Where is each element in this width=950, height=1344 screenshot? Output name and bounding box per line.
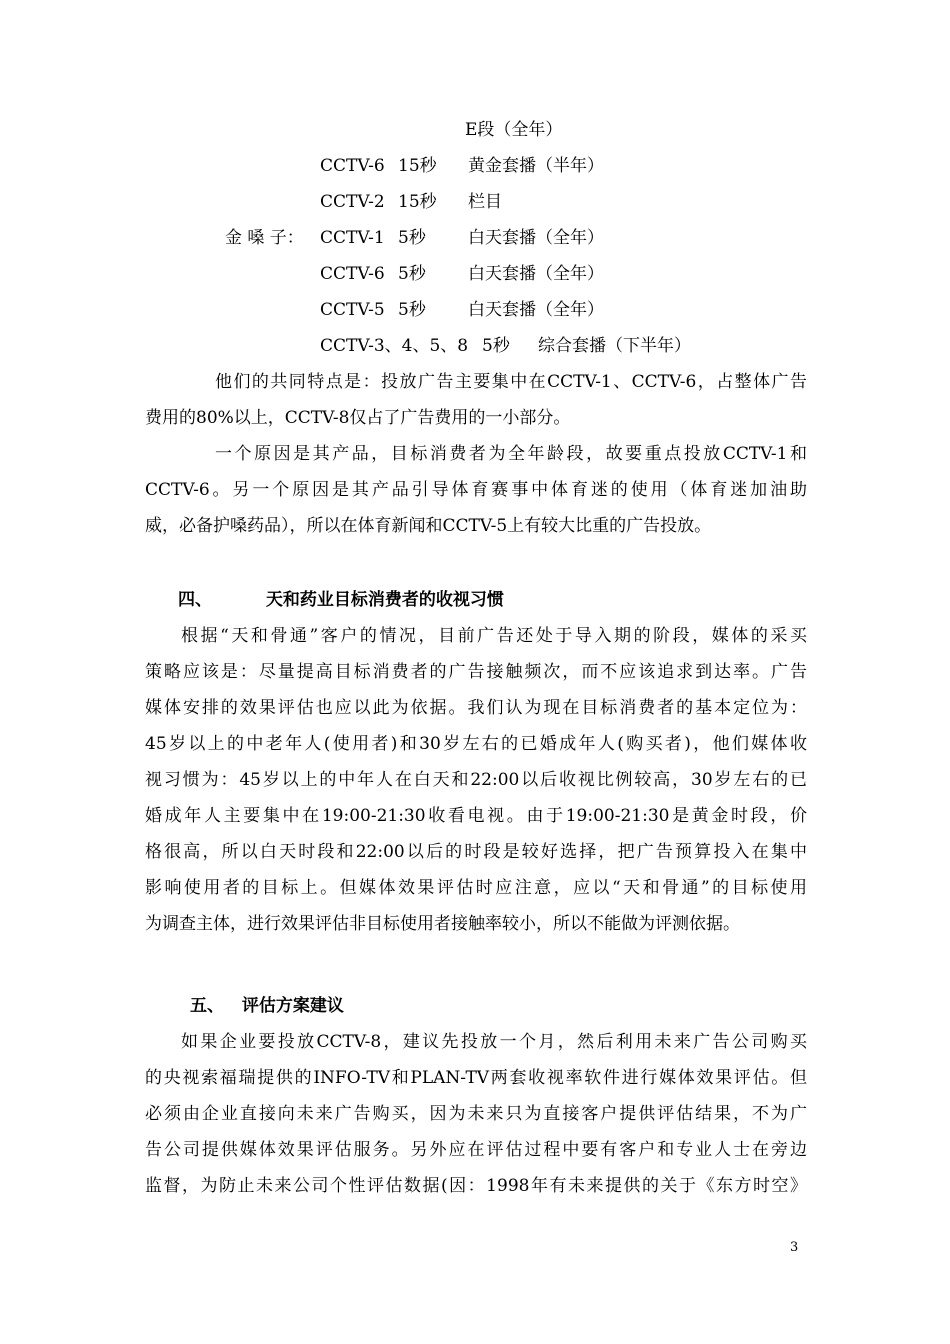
text-line: 监督，为防止未来公司个性评估数据(因：1998年有未来提供的关于《东方时空》 xyxy=(145,1176,807,1196)
schedule-row xyxy=(0,328,950,364)
text-line: 媒体安排的效果评估也应以此为依据。我们认为现在目标消费者的基本定位为： xyxy=(145,698,807,718)
text-line: 一个原因是其产品，目标消费者为全年龄段，故要重点投放CCTV-1和 xyxy=(215,444,807,464)
page-number: 3 xyxy=(790,1240,799,1255)
ad-type: 综合套播（下半年） xyxy=(538,336,691,356)
ad-type: 白天套播（全年） xyxy=(468,228,604,248)
section-5-body xyxy=(145,1024,807,1204)
channel: CCTV-5 xyxy=(320,300,385,320)
channel: CCTV-2 xyxy=(320,192,385,212)
text-line: 威，必备护嗓药品），所以在体育新闻和CCTV-5上有较大比重的广告投放。 xyxy=(145,516,712,536)
section-title: 天和药业目标消费者的收视习惯 xyxy=(265,590,504,610)
duration: 15秒 xyxy=(398,192,437,212)
ad-type: 栏目 xyxy=(468,192,502,212)
ad-type: 白天套播（全年） xyxy=(468,300,604,320)
section-number: 四、 xyxy=(178,590,212,610)
duration: 15秒 xyxy=(398,156,437,176)
section-4-heading xyxy=(178,582,504,618)
schedule-title: E段（全年） xyxy=(465,120,563,140)
section-5-heading xyxy=(190,988,344,1024)
text-line: 必须由企业直接向未来广告购买，因为未来只为直接客户提供评估结果，不为广 xyxy=(145,1104,807,1124)
channel: CCTV-6 xyxy=(320,264,385,284)
ad-type: 白天套播（全年） xyxy=(468,264,604,284)
text-line: 影响使用者的目标上。但媒体效果评估时应注意，应以“天和骨通”的目标使用 xyxy=(145,878,807,898)
section-number: 五、 xyxy=(190,996,224,1016)
text-line: 告公司提供媒体效果评估服务。另外应在评估过程中要有客户和专业人士在旁边 xyxy=(145,1140,807,1160)
duration: 5秒 xyxy=(398,264,426,284)
text-line: CCTV-6。另一个原因是其产品引导体育赛事中体育迷的使用（体育迷加油助 xyxy=(145,480,807,500)
text-line: 策略应该是：尽量提高目标消费者的广告接触频次，而不应该追求到达率。广告 xyxy=(145,662,807,682)
text-line: 45岁以上的中老年人(使用者)和30岁左右的已婚成年人(购买者)，他们媒体收 xyxy=(145,734,807,754)
channel: CCTV-1 xyxy=(320,228,385,248)
schedule-row xyxy=(0,220,950,256)
duration: 5秒 xyxy=(398,300,426,320)
text-line: 根据“天和骨通”客户的情况，目前广告还处于导入期的阶段，媒体的采买 xyxy=(181,626,807,646)
text-line: 为调查主体，进行效果评估非目标使用者接触率较小，所以不能做为评测依据。 xyxy=(145,914,740,934)
paragraph-common-features xyxy=(145,364,807,436)
ad-type: 黄金套播（半年） xyxy=(468,156,604,176)
text-line: 的央视索福瑞提供的INFO-TV和PLAN-TV两套收视率软件进行媒体效果评估。但 xyxy=(145,1068,807,1088)
duration: 5秒 xyxy=(482,336,510,356)
text-line: 如果企业要投放CCTV-8，建议先投放一个月，然后利用未来广告公司购买 xyxy=(181,1032,807,1052)
text-line: 婚成年人主要集中在19:00-21:30收看电视。由于19:00-21:30是黄金时段，价 xyxy=(145,806,807,826)
text-line: 费用的80%以上，CCTV-8仅占了广告费用的一小部分。 xyxy=(145,408,571,428)
channel: CCTV-3、4、5、8 xyxy=(320,336,469,356)
text-line: 格很高，所以白天时段和22:00以后的时段是较好选择，把广告预算投入在集中 xyxy=(145,842,807,862)
section-4-body xyxy=(145,618,807,942)
text-line: 他们的共同特点是：投放广告主要集中在CCTV-1、CCTV-6，占整体广告 xyxy=(215,372,807,392)
section-title: 评估方案建议 xyxy=(241,996,344,1016)
schedule-row xyxy=(0,148,950,184)
paragraph-reasons xyxy=(145,436,807,544)
schedule-row xyxy=(0,256,950,292)
channel: CCTV-6 xyxy=(320,156,385,176)
text-line: 视习惯为：45岁以上的中年人在白天和22:00以后收视比例较高，30岁左右的已 xyxy=(145,770,807,790)
brand-label: 金 嗓 子： xyxy=(225,228,304,248)
schedule-row xyxy=(0,184,950,220)
schedule-row xyxy=(0,292,950,328)
duration: 5秒 xyxy=(398,228,426,248)
